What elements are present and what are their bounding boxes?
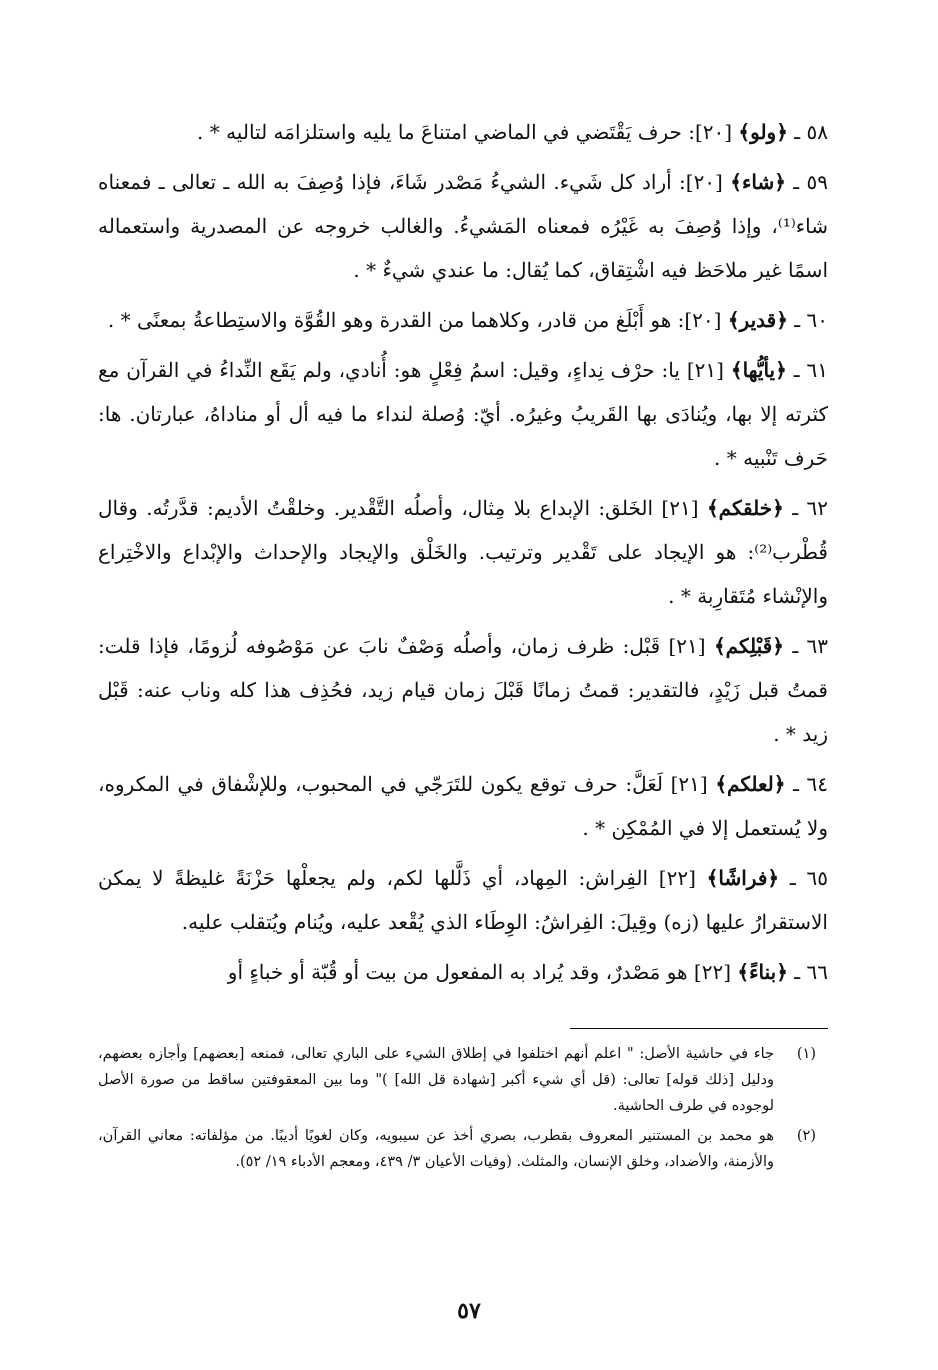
entry-headword: ﴿خلقكم﴾ bbox=[706, 496, 784, 520]
entry-headword: ﴿لعلكم﴾ bbox=[715, 772, 786, 796]
entry-number: ٥٨ bbox=[806, 120, 828, 144]
entry: ٦٤ ـ ﴿لعلكم﴾ [٢١] لَعَلَّ: حرف توقع يكون للتَرَجّي في المحبوب، وللإشْفاق في المكروه، ولا يُستعمل إلا في المُمْكِن * . bbox=[98, 772, 829, 840]
entry-text: [٢١] قَبْل: ظرف زمان، وأصلُه وَصْفٌ نابَ عن مَوْصُوفه لُزومًا، فإذا قلت: قمتُ قبل زَيْدٍ، فالتقدير: قمتُ زمانًا قَبْلَ زمان قيام زيد، فحُذِف هذا كله وناب عنه: قَبْل زيد * . bbox=[98, 634, 828, 746]
footnote-text: هو محمد بن المستنير المعروف بقطرب، بصري أخذ عن سيبويه، وكان لغويًا أديبًا. من مؤلفاته: معاني القرآن، والأزمنة، والأضداد، وخلق الإنسان، والمثلث. (وفيات الأعيان ٣/ ٤٣٩، ومعجم الأدباء ١٩/ ٥٢). bbox=[98, 1128, 774, 1170]
entry-number: ٦٦ bbox=[806, 960, 828, 984]
entry: ٦٥ ـ ﴿فراشًا﴾ [٢٢] الفِراش: المِهاد، أي ذَلَّلها لكم، ولم يجعلْها حَزْنَةً غليظةً لا يمكن الاستقرارُ عليها (زه) وقِيلَ: الفِراشُ: الوِطَاء الذي يُقْعد عليه، ويُنام ويُتقلب عليه. bbox=[98, 866, 829, 934]
entry-headword: ﴿شاء﴾ bbox=[730, 170, 786, 194]
entry-text: [٢٠]: هو أَبْلَغ من قادر، وكلاهما من القدرة وهو القُوَّة والاستِطاعةُ بمعنًى * . bbox=[107, 308, 722, 332]
entry: ٦٢ ـ ﴿خلقكم﴾ [٢١] الخَلق: الإبداع بلا مِثال، وأصلُه التَّقْدير. وخلقْتُ الأديم: قدَّرتُه. وقال قُطْرب⁽²⁾: هو الإيجاد على تَقْدير وترتيب. والخَلْق والإيجاد والإحداث والإبْداع والاخْتِراع والإنْشاء مُتَقارِبة * . bbox=[98, 496, 829, 608]
entry-text: [٢١] لَعَلَّ: حرف توقع يكون للتَرَجّي في المحبوب، وللإشْفاق في المكروه، ولا يُستعمل إلا في المُمْكِن * . bbox=[98, 772, 828, 840]
entry-number: ٦١ bbox=[806, 358, 828, 382]
entry: ٦٦ ـ ﴿بناءً﴾ [٢٢] هو مَصْدرٌ، وقد يُراد به المفعول من بيت أو قُبّة أو خباءٍ أو bbox=[227, 960, 828, 984]
entry-text: [٢١] الخَلق: الإبداع بلا مِثال، وأصلُه التَّقْدير. وخلقْتُ الأديم: قدَّرتُه. وقال قُطْرب⁽²⁾: هو الإيجاد على تَقْدير وترتيب. والخَلْق والإيجاد والإحداث والإبْداع والاخْتِراع والإنْشاء مُتَقارِبة * . bbox=[98, 496, 828, 608]
entry-headword: ﴿فراشًا﴾ bbox=[706, 866, 780, 890]
entry-number: ٦٢ bbox=[806, 496, 829, 520]
entry-text: [٢٢] هو مَصْدرٌ، وقد يُراد به المفعول من بيت أو قُبّة أو خباءٍ أو bbox=[227, 960, 732, 984]
entry-headword: ﴿ولو﴾ bbox=[738, 120, 788, 144]
entries-list bbox=[98, 110, 828, 994]
entry: ٦١ ـ ﴿يأيُّها﴾ [٢١] يا: حرْف نِداءٍ، وقيل: اسمُ فِعْلٍ هو: أُنادي، ولم يَقَع النِّداءُ في القرآن مع كثرته إلا بها، ويُنادَى بها القَريبُ وغيرُه. أيّ: وُصلة لنداء ما فيه أل أو مناداهُ، عبارتان. ها: حَرف تَنْبيه * . bbox=[98, 358, 828, 470]
footnote-number: (١) bbox=[796, 1046, 816, 1062]
entry-number: ٦٠ bbox=[806, 308, 828, 332]
footnote bbox=[98, 1123, 816, 1175]
entry-headword: ﴿بناءً﴾ bbox=[737, 960, 788, 984]
footnote-separator bbox=[570, 1028, 828, 1029]
footnotes bbox=[98, 1041, 828, 1175]
entry-headword: ﴿قدير﴾ bbox=[727, 308, 788, 332]
entry: ٦٠ ـ ﴿قدير﴾ [٢٠]: هو أَبْلَغ من قادر، وكلاهما من القدرة وهو القُوَّة والاستِطاعةُ بمعنًى * . bbox=[107, 308, 828, 332]
entry-number: ٥٩ bbox=[806, 170, 829, 194]
entry-text: [٢٠]: أراد كل شَيء. الشيءُ مَصْدر شَاءَ، فإذا وُصِفَ به الله ـ تعالى ـ فمعناه شاء⁽¹⁾، وإذا وُصِفَ به غَيْرُه فمعناه المَشيءُ. والغالب خروجه عن المصدرية واستعماله اسمًا غير ملاحَظ فيه اشْتِقاق، كما يُقال: ما عندي شيءٌ * . bbox=[98, 170, 828, 282]
footnote-text: جاء في حاشية الأصل: " اعلم أنهم اختلفوا في إطلاق الشيء على الباري تعالى، فمنعه [بعضهم] وأجازه بعضهم، ودليل [ذلك قوله] تعالى: (قل أي شيء أكبر [شهادة قل الله] )" وما بين المعقوفتين ساقط من صورة الأصل لوجوده في طرف الحاشية. bbox=[98, 1046, 774, 1114]
footnote-number: (٢) bbox=[796, 1128, 816, 1144]
entry: ٥٨ ـ ﴿ولو﴾ [٢٠]: حرف يَقْتَضي في الماضي امتناعَ ما يليه واستلزامَه لتاليه * . bbox=[197, 120, 828, 144]
entry: ٦٣ ـ ﴿قَبْلِكم﴾ [٢١] قَبْل: ظرف زمان، وأصلُه وَصْفٌ نابَ عن مَوْصُوفه لُزومًا، فإذا قلت: قمتُ قبل زَيْدٍ، فالتقدير: قمتُ زمانًا قَبْلَ زمان قيام زيد، فحُذِف هذا كله وناب عنه: قَبْل زيد * . bbox=[98, 634, 829, 746]
entry-headword: ﴿قَبْلِكم﴾ bbox=[713, 634, 784, 658]
entry-headword: ﴿يأيُّها﴾ bbox=[730, 358, 787, 382]
page-number: ٥٧ bbox=[457, 1298, 481, 1324]
entry-text: [٢٠]: حرف يَقْتَضي في الماضي امتناعَ ما يليه واستلزامَه لتاليه * . bbox=[197, 120, 733, 144]
entry-text: [٢٢] الفِراش: المِهاد، أي ذَلَّلها لكم، ولم يجعلْها حَزْنَةً غليظةً لا يمكن الاستقرارُ عليها (زه) وقِيلَ: الفِراشُ: الوِطَاء الذي يُقْعد عليه، ويُنام ويُتقلب عليه. bbox=[98, 866, 828, 934]
entry-number: ٦٥ bbox=[806, 866, 829, 890]
footnote bbox=[98, 1041, 816, 1119]
entry-number: ٦٤ bbox=[806, 772, 829, 796]
entry-number: ٦٣ bbox=[806, 634, 829, 658]
entry: ٥٩ ـ ﴿شاء﴾ [٢٠]: أراد كل شَيء. الشيءُ مَصْدر شَاءَ، فإذا وُصِفَ به الله ـ تعالى ـ فمعناه شاء⁽¹⁾، وإذا وُصِفَ به غَيْرُه فمعناه المَشيءُ. والغالب خروجه عن المصدرية واستعماله اسمًا غير ملاحَظ فيه اشْتِقاق، كما يُقال: ما عندي شيءٌ * . bbox=[98, 170, 829, 282]
entry-text: [٢١] يا: حرْف نِداءٍ، وقيل: اسمُ فِعْلٍ هو: أُنادي، ولم يَقَع النِّداءُ في القرآن مع كثرته إلا بها، ويُنادَى بها القَريبُ وغيرُه. أيّ: وُصلة لنداء ما فيه أل أو مناداهُ، عبارتان. ها: حَرف تَنْبيه * . bbox=[98, 358, 828, 470]
